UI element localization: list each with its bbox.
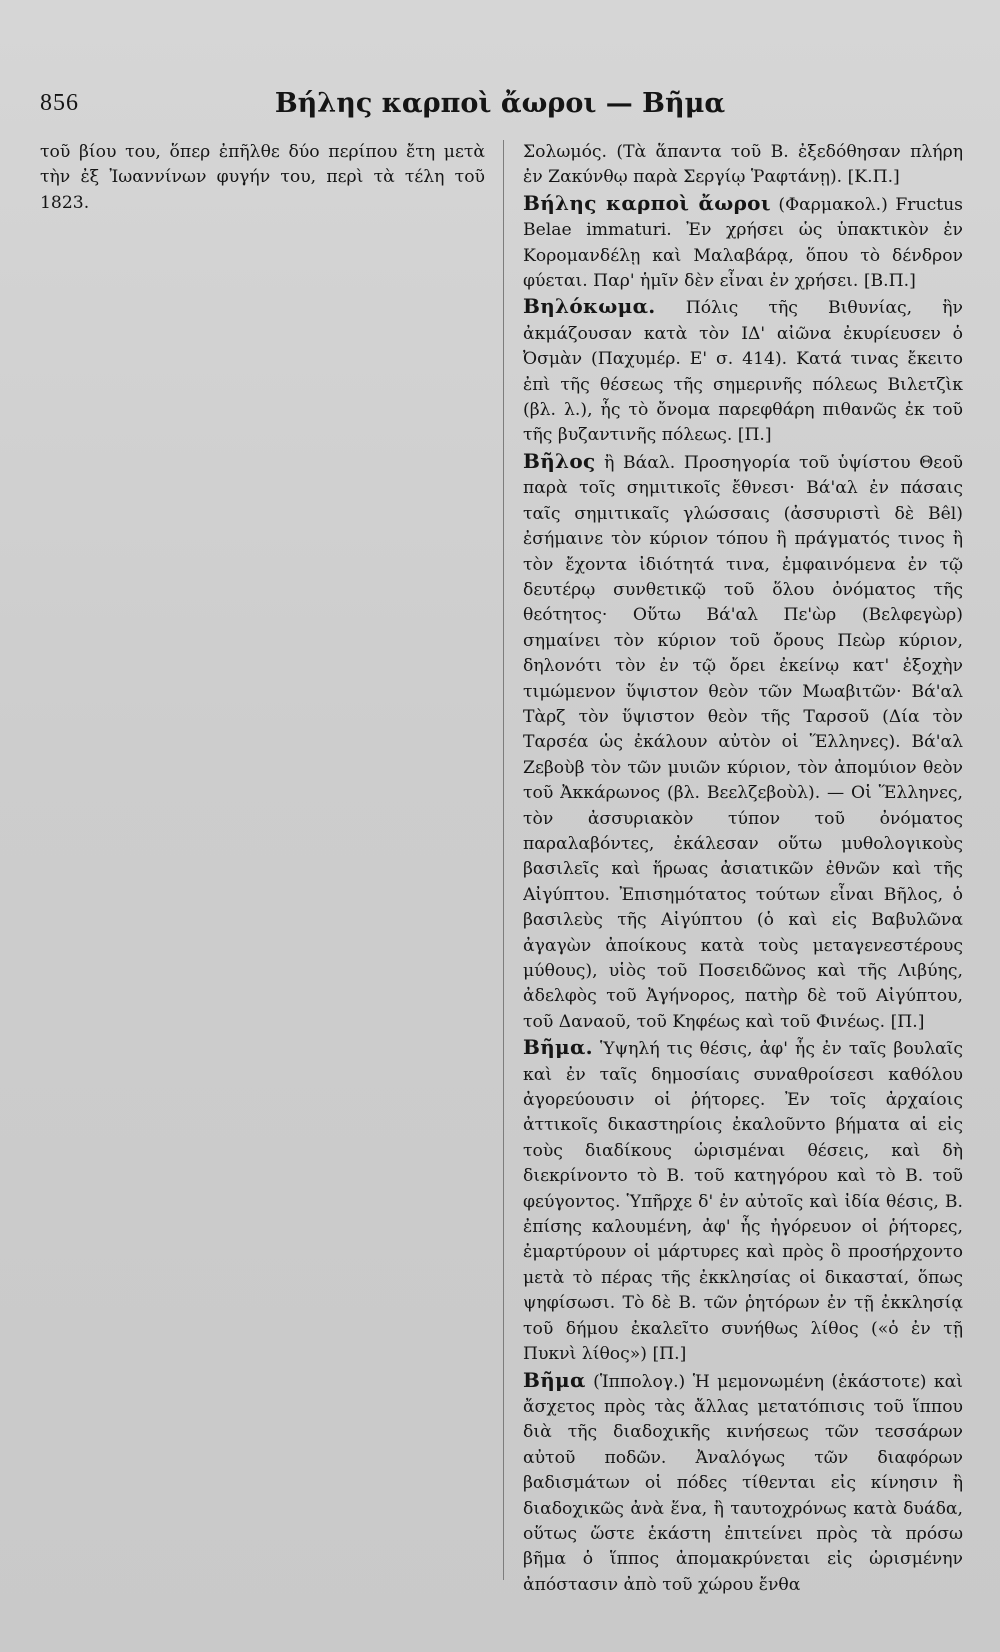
right-column [523,140,963,1620]
entry-lemma: Βῆμα. [523,1035,593,1060]
entry-bema-hippology [523,1368,963,1599]
entry-text: ἢ Βάαλ. Προσηγορία τοῦ ὑψίστου Θεοῦ παρὰ τοῖς σημιτικοῖς ἔθνεσι· Βά'αλ ἐν πάσαις ταῖς σημιτικαῖς γλώσσαις (ἀσσυριστὶ δὲ Bêl) ἐσήμαινε τὸν κύριον τόπου ἢ πράγματός τινος ἢ τὸν ἔχοντα ἰδιότητά τινα, ἐμφαινόμενα ἐν τῷ δευτέρῳ συνθετικῷ τοῦ ὅλου ὀνόματος τῆς θεότητος· Οὕτω Βά'αλ Πε'ὼρ (Βελφεγὼρ) σημαίνει τὸν κύριον τοῦ ὄρους Πεὼρ κύριον, δηλονότι τὸν ἐν τῷ ὄρει ἐκείνῳ κατ' ἐξοχὴν τιμώμενον ὕψιστον θεὸν τῶν Μωαβιτῶν· Βά'αλ Τὰρζ τὸν ὕψιστον θεὸν τῆς Ταρσοῦ (Δία τὸν Ταρσέα ὡς ἐκάλουν αὐτὸν οἱ Ἕλληνες). Βά'αλ Ζεβοὺβ τὸν τῶν μυιῶν κύριον, τὸν ἀπομύιον θεὸν τοῦ Ἀκκάρωνος (βλ. Βεελζεβοὺλ). — Οἱ Ἕλληνες, τὸν ἀσσυριακὸν τύπον τοῦ ὀνόματος παραλαβόντες, ἐκάλεσαν οὕτω μυθολογικοὺς βασιλεῖς καὶ ἥρωας ἀσιατικῶν ἐθνῶν καὶ τῆς Αἰγύπτου. Ἐπισημότατος τούτων εἶναι Βῆλος, ὁ βασιλεὺς τῆς Αἰγύπτου (ὁ καὶ εἰς Βαβυλῶνα ἀγαγὼν ἀποίκους κατὰ τοὺς μεταγενεστέρους μύθους), υἱὸς τοῦ Ποσειδῶνος καὶ τῆς Λιβύης, ἀδελφὸς τοῦ Ἀγήνορος, πατὴρ δὲ τοῦ Αἰγύπτου, τοῦ Δαναοῦ, τοῦ Κηφέως καὶ τοῦ Φινέως. [Π.] [523,452,963,1032]
entry-belokoma [523,294,963,448]
entry-lemma: Βηλόκωμα. [523,294,656,319]
entry-text: Ὑψηλή τις θέσις, ἀφ' ἧς ἐν ταῖς βουλαῖς καὶ ἐν ταῖς δημοσίαις συναθροίσεσι καθόλου ἀγορεύουσιν οἱ ῥήτορες. Ἐν τοῖς ἀρχαίοις ἀττικοῖς δικαστηρίοις ἐκαλοῦντο βήματα αἱ εἰς τοὺς διαδίκους ὡρισμέναι θέσεις, καὶ δὴ διεκρίνοντο τὸ Β. τοῦ κατηγόρου καὶ τὸ Β. τοῦ φεύγοντος. Ὑπῆρχε δ' ἐν αὐτοῖς καὶ ἰδία θέσις, Β. ἐπίσης καλουμένη, ἀφ' ἧς ἠγόρευον οἱ ῥήτορες, ἐμαρτύρουν οἱ μάρτυρες καὶ πρὸς ὃ προσήρχοντο μετὰ τὸ πέρας τῆς ἐκκλησίας οἱ δικασταί, ὅπως ψηφίσωσι. Τὸ δὲ Β. τῶν ῥητόρων ἐν τῇ ἐκκλησίᾳ τοῦ δήμου ἐκαλεῖτο συνήθως λίθος («ὁ ἐν τῇ Πυκνὶ λίθος») [Π.] [523,1039,963,1365]
entry-text: Πόλις τῆς Βιθυνίας, ἣν ἀκμάζουσαν κατὰ τὸν ΙΔ' αἰῶνα ἐκυρίευσεν ὁ Ὀσμὰν (Παχυμέρ. Ε' σ. 414). Κατά τινας ἔκειτο ἐπὶ τῆς θέσεως τῆς σημερινῆς πόλεως Βιλετζὶκ (βλ. λ.), ἧς τὸ ὄνομα παρεφθάρη πιθανῶς ἐκ τοῦ τῆς βυζαντινῆς πόλεως. [Π.] [523,298,963,446]
entry-lemma: Βῆλος [523,448,596,473]
page-number: 856 [40,90,79,116]
entry-text: Σολωμός. (Τὰ ἅπαντα τοῦ Β. ἐξεδόθησαν πλήρη ἐν Ζακύνθῳ παρὰ Σεργίῳ Ῥαφτάνῃ). [Κ.Π.] [523,142,963,188]
entry-solomos-tail [523,140,963,191]
entry-lemma: Βῆμα [523,1367,586,1392]
running-head: Βήλης καρποὶ ἄωροι — Βῆμα [274,88,726,119]
entry-lemma: Βήλης καρποὶ ἄωροι [523,190,771,215]
left-column [40,140,485,1620]
page-header [40,88,960,128]
entry-text: (Φαρμακολ.) Fructus Belae immaturi. Ἐν χρήσει ὡς ὑπακτικὸν ἐν Κορομανδέλῃ καὶ Μαλαβάρᾳ, ὅπου τὸ δένδρον φύεται. Παρ' ἡμῖν δὲν εἶναι ἐν χρήσει. [Β.Π.] [523,194,963,292]
entry-continuation: τοῦ βίου του, ὅπερ ἐπῆλθε δύο περίπου ἔτη μετὰ τὴν ἐξ Ἰωαννίνων φυγήν του, περὶ τὰ τέλη τοῦ 1823. [40,142,485,213]
entry-belos [523,449,963,1035]
entry-text: (Ἱππολογ.) Ἡ μεμονωμένη (ἑκάστοτε) καὶ ἄσχετος πρὸς τὰς ἄλλας μετατόπισις τοῦ ἵππου διὰ τῆς διαδοχικῆς κινήσεως τῶν τεσσάρων αὐτοῦ ποδῶν. Ἀναλόγως τῶν διαφόρων βαδισμάτων οἱ πόδες τίθενται εἰς κίνησιν ἢ διαδοχικῶς ἀνὰ ἕνα, ἢ ταυτοχρόνως κατὰ δυάδα, οὕτως ὥστε ἑκάστη ἐπιτείνει πρὸς τὰ πρόσω βῆμα ὁ ἵππος ἀπομακρύνεται εἰς ὡρισμένην ἀπόστασιν ἀπὸ τοῦ χώρου ἔνθα [523,1371,963,1595]
column-divider [503,140,504,1580]
entry-belis-karpoi [523,191,963,295]
entry-bema [523,1035,963,1367]
